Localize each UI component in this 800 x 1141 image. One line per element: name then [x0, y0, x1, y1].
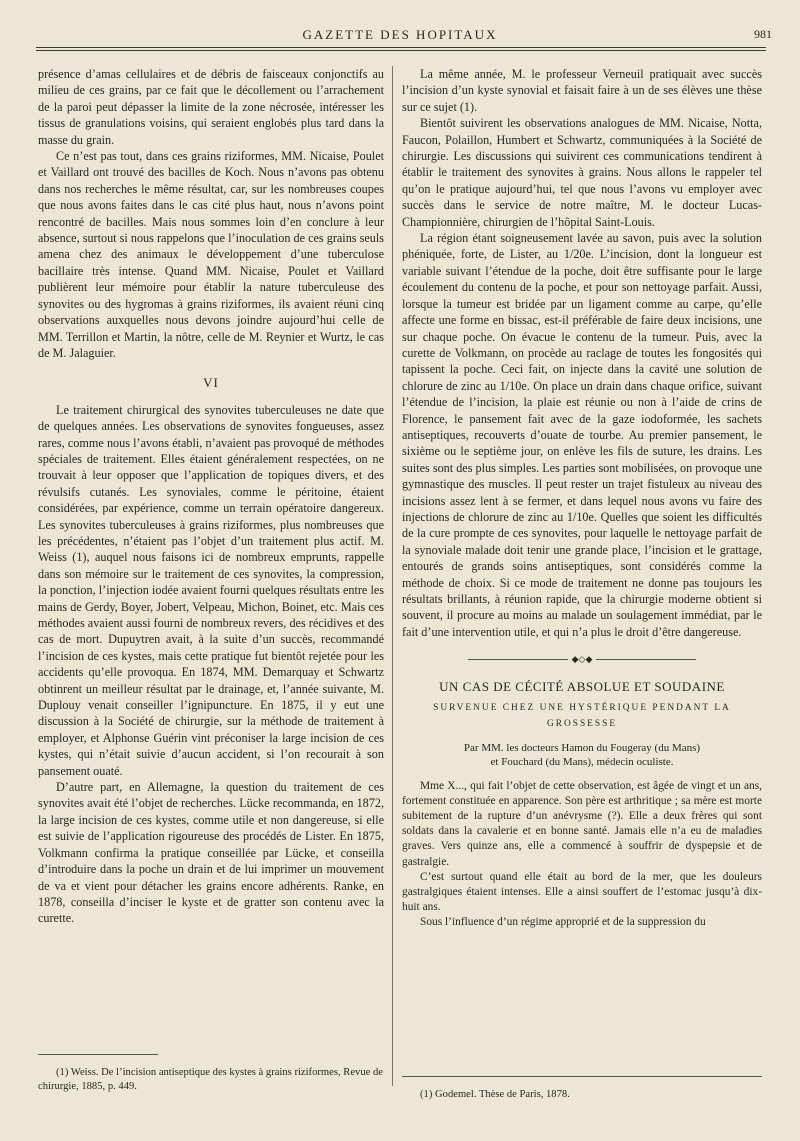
left-footnote-rule [38, 1054, 158, 1055]
article-byline [402, 741, 762, 769]
byline-line-2: et Fouchard (du Mans), médecin oculiste. [490, 755, 674, 768]
right-paragraph-6: Sous l’influence d’un régime approprié et de la suppression du [420, 916, 706, 929]
byline-line-1: Par MM. les docteurs Hamon du Fougeray (du Mans) [463, 741, 701, 754]
article-separator [402, 650, 762, 667]
left-column [38, 66, 384, 1066]
header-rule [36, 47, 766, 48]
right-paragraph-2: Bientôt suivirent les observations analogues de MM. Nicaise, Notta, Faucon, Polaillon, Humbert et Schwartz, communiquées à la Société de chirurgie. Les discussions qui suivirent ces communications tendirent à établir le traitement des synovites à grains. Nous allons le rappeler tel qu’on le pratique aujourd’hui, tel que nous l’avons vu employer avec succès dans le service de notre maître, M. le docteur Lucas-Championnière, chirurgien de l’hôpital Saint-Louis. [402, 116, 762, 229]
left-paragraph-1: présence d’amas cellulaires et de débris de faisceaux conjonctifs au milieu de ces grains, par ce fait que le décollement ou l’arrachement de la paroi peut dépasser la limite de la zone nécrosée, intéresser les tissus de granulations voisins, qui seraient englobés plus tard dans la masse du grain. [38, 67, 384, 147]
page-number: 981 [754, 27, 772, 41]
column-divider [392, 66, 393, 1086]
right-footnote: (1) Godemel. Thèse de Paris, 1878. [420, 1088, 570, 1100]
left-paragraph-3: Le traitement chirurgical des synovites tuberculeuses ne date que de quelques années. Les observations de synovites fongueuses, assez rares, comme nous l’avons établi, n’avaient pas provoqué de méthodes spéciales de traitement. Elles étaient généralement respectées, on ne trouvait à leur opposer que l’application de topiques divers, et des révulsifs cutanés. Les synoviales, comme le péritoine, étaient considérées, par expérience, comme un terrain opératoire dangereux. Les synovites tuberculeuses à grains riziformes, plus nombreuses que les précédentes, n’étaient pas l’objet d’un traitement plus actif. M. Weiss (1), auquel nous faisons ici de nombreux emprunts, rappelle dans son mémoire sur le traitement de ces synovites, la compression, la ponction, l’injection iodée avaient fourni quelques résultats entre les mains de Gerdy, Boyer, Jobert, Velpeau, Michon, Boinet, etc. Mais ces méthodes avaient aussi fourni de nombreux revers, des récidives et des cas de mort. Dupuytren avait, à la suite d’un succès, recommandé l’incision de ces kystes, mais cette pratique fut bientôt rejetée pour les accidents qu’elle provoqua. En 1874, MM. Demarquay et Schwartz obtinrent un meilleur résultat par le drainage, et, l’année suivante, M. Duplouy venait conseiller l’ignipuncture. En 1875, il y eut une discussion à la Société de chirurgie, sur la méthode de traitement à employer, et Alphonse Guérin vint préconiser la large incision de ces kystes, qui n’était suivie d’aucun accident, si l’on recourait à son pansement ouaté. [38, 402, 384, 778]
left-footnote: (1) Weiss. De l’incision antiseptique des kystes à grains riziformes, Revue de chirurgie, 1885, p. 449. [38, 1066, 383, 1092]
right-column [402, 66, 762, 1066]
left-paragraph-4: D’autre part, en Allemagne, la question du traitement de ces synovites avait été l’objet de recherches. Lücke recommanda, en 1872, la large incision de ces kystes, comme utile et non dangereuse, si elle est suivie de l’application rigoureuse des procédés de Lister. En 1875, Volkmann confirma la pratique conseillée par Lücke, et conseilla d’introduire dans la poche un drain et de lui imprimer un mouvement de va et vient pour détacher les grains encore adhérents. Ranke, en 1878, conseilla d’inciser le kyste et de gratter son contenu avec la curette. [38, 780, 384, 926]
running-header-title: GAZETTE DES HOPITAUX [302, 27, 498, 42]
right-paragraph-5: C’est surtout quand elle était au bord de la mer, que les douleurs gastralgiques étaient intenses. Elle a ainsi souffert de l’estomac jusqu’à dix-huit ans. [402, 870, 762, 914]
section-heading-vi: VI [203, 375, 219, 391]
header-rule-double [36, 50, 766, 51]
left-paragraph-2: Ce n’est pas tout, dans ces grains riziformes, MM. Nicaise, Poulet et Vaillard ont trouvé des bacilles de Koch. Nous n’avons pas obtenu dans nos recherches le même résultat, car, sur les nombreuses coupes que nous avons faites dans le cas cité plus haut, nous n’avons point rencontré de bacilles. Mais nous sommes loin d’en conclure à leur absence, surtout si nous rappelons que l’inoculation de ces grains seuls amena chez des animaux le développement d’une tuberculose bacillaire très intense. Quand MM. Nicaise, Poulet et Vaillard publièrent leur mémoire pour établir la nature tuberculeuse des synovites ou des hygromas à grains riziformes, ils avaient réuni cinq observations auxquelles nous devons joindre aujourd’hui celle de MM. Terrillon et Martin, la nôtre, celle de M. Reynier et Wurtz, le cas de M. Jalaguier. [38, 149, 384, 360]
right-paragraph-1: La même année, M. le professeur Verneuil pratiquait avec succès l’incision d’un kyste synovial et faisait faire à un de ses élèves une thèse sur ce sujet (1). [402, 67, 762, 114]
right-footnote-rule [402, 1076, 762, 1077]
article-subtitle: SURVENUE CHEZ UNE HYSTÉRIQUE PENDANT LA GROSSESSE [433, 702, 731, 730]
separator-line-right [596, 659, 696, 660]
left-footnotes [38, 1044, 384, 1104]
article-title: UN CAS DE CÉCITÉ ABSOLUE ET SOUDAINE [439, 679, 725, 695]
right-footnotes [402, 1066, 762, 1112]
right-paragraph-3: La région étant soigneusement lavée au savon, puis avec la solution phéniquée, forte, de Lister, au 1/20e. L’incision, dont la longueur est variable suivant l’étendue de la poche, doit être suffisante pour le large écoulement du contenu de la poche, et pour son nettoyage parfait. Aussi, lorsque la tumeur est bridée par un ligament comme au carpe, qu’elle affecte une forme en bissac, est-il préférable de faire deux incisions, une sur chaque poche. On évacue le contenu de la tumeur. Puis, avec la curette de Volkmann, on procède au raclage de toutes les fongosités qui tapissent la poche. Ceci fait, on injecte dans la cavité une solution de chlorure de zinc au 1/10e. On place un drain dans chaque orifice, suivant l’étendue de l’incision, la plaie est réunie ou non à l’aide de crins de Florence, le pansement fait avec de la gaze iodoformée, les sachets antiseptiques, recouverts d’ouate de tourbe. Au premier pansement, le sixième ou le septième jour, on enlève les fils de suture, les drains. Les suites sont des plus simples. Les parties sont mobilisées, on provoque une gymnastique des muscles. Il peut rester un trajet fistuleux au niveau des incisions assez lent à se fermer, et dans lequel nous avons vu faire des injections de chlorure de zinc au 1/10e. Quelles que soient les difficultés de la cure prompte de ces synovites, pour laquelle le nettoyage parfait de la synoviale malade doit tenir une grande place, l’incision et le grattage, entourés de grands soins antiseptiques, sont considérés comme la méthode de choix. Si ce mode de traitement ne donne pas toujours les résultats brillants, à réunion rapide, que la chirurgie moderne obtient si souvent, il procure au moins au malade un soulagement immédiat, par le fait d’une intervention utile, et qui n’a plus le droit d’être dangereuse. [402, 231, 762, 639]
separator-ornament-icon: ◆◇◆ [571, 653, 593, 664]
right-paragraph-4: Mme X..., qui fait l’objet de cette observation, est âgée de vingt et un ans, fortement constituée en apparence. Son père est arthritique ; sa mère est morte subitement de la rupture d’un anévrysme (?). Elle a deux frères qui sont soldats dans la cavalerie et en bonne santé. Jamais elle n’a eu de maladies graves. Vers quinze ans, elle a commencé à souffrir de dyspepsie et de gastralgie. [402, 779, 762, 868]
separator-line-left [468, 659, 568, 660]
